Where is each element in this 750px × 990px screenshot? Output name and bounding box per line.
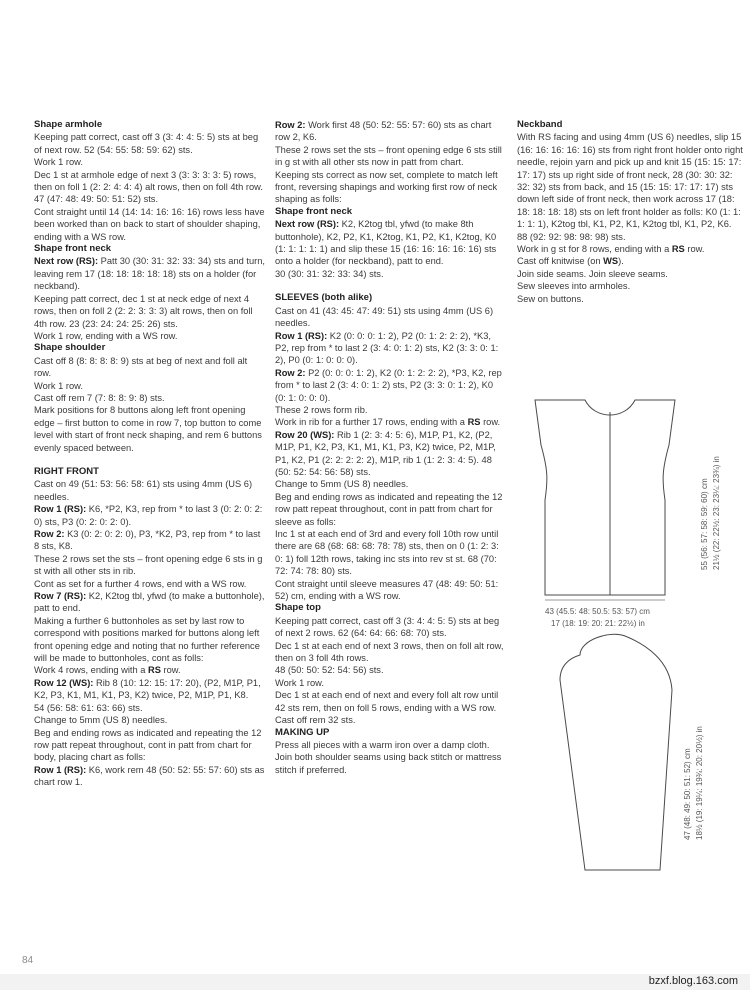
paragraph-text: Dec 1 st at armhole edge of next 3 (3: 3: 3: 3: 5) rows, then on foll 1 (2: 2: 4: 4: 4) alt rows, then on foll 4th row. 47 (47: 48: 49: 50: 51: 52) sts. <box>34 169 263 205</box>
paragraph-text: Cont straight until sleeve measures 47 (48: 49: 50: 51: 52) cm, ending with a WS row. <box>275 578 499 602</box>
paragraph-text: Dec 1 st at each end of next 3 rows, then on foll alt row, then on 3 foll 4th rows. <box>275 640 504 664</box>
paragraph-text: Patt 30 (30: 31: 32: 33: 34) sts and turn, leaving rem 17 (18: 18: 18: 18: 18) sts on a holder (for neckband). <box>34 256 265 292</box>
paragraph-text: Join side seams. Join sleeve seams. <box>517 268 668 279</box>
paragraph-text: Keeping patt correct, dec 1 st at neck edge of next 4 rows, then on foll 2 (2: 2: 3: 3: 3) alt rows, then on foll 4th row. 23 (23: 24: 24: 25: 26) sts. <box>34 293 253 329</box>
paragraph-text: Mark positions for 8 buttons along left front opening edge – first button to come in row 7, top button to come level with start of front neck shaping, and rem 6 buttons evenly spaced between. <box>34 405 262 453</box>
section-heading: Shape shoulder <box>34 342 106 354</box>
row-label: Row 7 (RS): <box>34 591 87 602</box>
sleeve-outline <box>560 634 672 870</box>
paragraph-text: Sew on buttons. <box>517 293 584 304</box>
paragraph-text: Join both shoulder seams using back stitch or mattress stitch if preferred. <box>275 752 502 775</box>
paragraph-text: Work 4 rows, ending with a <box>34 665 149 676</box>
paragraph-text: Beg and ending rows as indicated and repeating the 12 row patt repeat throughout, cont in patt from chart for sleeve as folls: <box>275 491 503 527</box>
emphasis: WS <box>603 256 619 267</box>
paragraph-text: K3 (0: 2: 0: 2: 0), P3, *K2, P3, rep from * to last 8 sts, K8. <box>34 529 261 552</box>
paragraph-text: Work in rib for a further 17 rows, ending with a <box>275 417 468 428</box>
paragraph-text: P2 (0: 0: 0: 1: 2), K2 (0: 1: 2: 2: 2), *P3, K2, rep from * to last 2 (3: 4: 0: 1: 2) sts, P2 (3: 3: 0: 1: 2), K0 (0: 1: 0: 0: 0). <box>275 367 502 403</box>
paragraph-text: Keeping patt correct, cast off 3 (3: 4: 4: 5: 5) sts at beg of next row. 52 (54: 55: 58: 59: 62) sts. <box>34 132 259 155</box>
body-outline <box>535 400 675 595</box>
paragraph-text: Change to 5mm (US 8) needles. <box>275 479 409 490</box>
body-width-in-label: 17 (18: 19: 20: 21: 22½) in <box>551 619 645 628</box>
paragraph-text: Keeping patt correct, cast off 3 (3: 4: 4: 5: 5) sts at beg of next 2 rows. 62 (64: 64: 66: 68: 70) sts. <box>275 615 500 639</box>
paragraph-text-tail: row. <box>160 665 181 676</box>
paragraph-text: Work 1 row. <box>34 157 83 168</box>
paragraph-text: K6, *P2, K3, rep from * to last 3 (0: 2: 0: 2: 0) sts, P3 (0: 2: 0: 2: 0). <box>34 504 263 527</box>
section-heading: Shape armhole <box>34 119 103 130</box>
paragraph-text: With RS facing and using 4mm (US 6) needles, slip 15 (16: 16: 16: 16: 16) sts from right front holder onto right needle, rejoin yarn and pick up and knit 15 (15: 15: 17: 17: 17) sts up right side of front neck, 28 (30: 30: 32: 32: 32) sts from back, and 15 (15: 15: 17: 17: 17) sts down left side of front neck, then work across 17 (18: 18: 18: 18: 18) sts on left front holder as folls: K0 (1: 1: 1: 1: 1), K2tog tbl, K1, P2, K1, K2tog tbl, K1, P2, K6. <box>517 132 743 230</box>
paragraph-text: Dec 1 st at each end of next and every foll alt row until 42 sts rem, then on foll 5 rows, ending with a WS row. Cast off rem 32 sts. <box>275 690 499 726</box>
paragraph-text: Cont straight until 14 (14: 14: 16: 16: 16) rows less have been worked than on back to start of shoulder shaping, ending with a WS row. <box>34 206 265 242</box>
page-number: 84 <box>22 955 34 966</box>
body-length-cm-label: 55 (56: 57: 58: 59: 60) cm <box>700 478 709 570</box>
paragraph-text: These 2 rows set the sts – front opening edge 6 sts in g st with all other sts in rib. <box>34 553 263 577</box>
row-label: Row 1 (RS): <box>34 504 87 515</box>
row-label: Row 20 (WS): <box>275 429 335 440</box>
paragraph-text: Cast off rem 7 (7: 8: 8: 9: 8) sts. <box>34 392 165 403</box>
paragraph-text: Cast off knitwise (on <box>517 256 604 267</box>
emphasis: RS <box>671 244 685 255</box>
row-label: Next row (RS): <box>275 219 340 230</box>
section-heading: Shape front neck <box>34 243 112 255</box>
section-heading: RIGHT FRONT <box>34 465 99 477</box>
watermark-bar <box>0 974 750 990</box>
body-width-cm-label: 43 (45.5: 48: 50.5: 53: 57) cm <box>545 607 650 616</box>
row-label: Row 12 (WS): <box>34 677 94 688</box>
paragraph-text: Inc 1 st at each end of 3rd and every foll 10th row until there are 68 (68: 68: 68: 78: 78) sts, then on 0 (1: 2: 3: 0: 1) foll 12th rows, taking inc sts into rev st st. 68 (70: 72: 74: 78: 80) sts. <box>275 529 499 577</box>
row-label: Row 2: <box>34 529 65 539</box>
paragraph-text: Work first 48 (50: 52: 55: 57: 60) sts as chart row 2, K6. <box>275 120 492 143</box>
watermark-text: bzxf.blog.163.com <box>648 975 738 987</box>
section-heading: MAKING UP <box>275 726 330 738</box>
paragraph-text: Rib 1 (2: 3: 4: 5: 6), M1P, P1, K2, (P2, M1P, P1, K2, P3, K1, M1, K1, P3, K2) twice, P2, M1P, P1, K2, P1 (2: 2: 2: 2: 2), M1P, rib 1 (1: 2: 3: 4: 5). 48 (50: 52: 54: 56: 58) sts. <box>275 429 496 477</box>
paragraph-text: Work 1 row. <box>275 677 324 688</box>
paragraph-text: Change to 5mm (US 8) needles. <box>34 715 168 726</box>
paragraph-text: 48 (50: 50: 52: 54: 56) sts. <box>275 665 384 676</box>
row-label: Row 2: <box>275 367 306 378</box>
paragraph-text: Press all pieces with a warm iron over a damp cloth. <box>275 739 490 750</box>
paragraph-text: 30 (30: 31: 32: 33: 34) sts. <box>275 268 384 279</box>
paragraph-text: K6, work rem 48 (50: 52: 55: 57: 60) sts as chart row 1. <box>34 764 265 788</box>
section-heading: Neckband <box>517 119 563 130</box>
section-heading: SLEEVES (both alike) <box>275 292 373 304</box>
paragraph-text: Cast on 49 (51: 53: 56: 58: 61) sts using 4mm (US 6) needles. <box>34 479 253 502</box>
paragraph-text: 88 (92: 92: 98: 98: 98) sts. <box>517 231 626 242</box>
row-label: Row 2: <box>275 120 306 130</box>
sleeve-length-cm-label: 47 (48: 49: 50: 51: 52) cm <box>683 748 692 840</box>
paragraph-text: Cont as set for a further 4 rows, end with a WS row. <box>34 578 247 589</box>
paragraph-text: Sew sleeves into armholes. <box>517 281 631 292</box>
row-label: Next row (RS): <box>34 256 99 267</box>
paragraph-text: K2, K2tog tbl, yfwd (to make 8th buttonhole), K2, P2, K1, K2tog, K1, P2, K1, K2tog, K0 (1: 1: 1: 1: 1) and slip these 15 (16: 16: 16: 16: 16) sts onto a holder (for neckband), patt to end. <box>275 219 497 267</box>
paragraph-text-tail: row. <box>480 417 501 428</box>
paragraph-text: Making a further 6 buttonholes as set by last row to correspond with positions marked for buttons along left front opening edge and noting that no further reference will be made to buttonholes, cont as folls: <box>34 615 260 664</box>
sleeve-schematic <box>560 634 672 870</box>
paragraph-text: Cast on 41 (43: 45: 47: 49: 51) sts using 4mm (US 6) needles. <box>275 305 494 329</box>
paragraph-text: 54 (56: 58: 61: 63: 66) sts. <box>34 702 143 713</box>
section-heading: Shape front neck <box>275 205 353 217</box>
paragraph-text: K2 (0: 0: 0: 1: 2), P2 (0: 1: 2: 2: 2), *K3, P2, rep from * to last 2 (3: 4: 0: 1: 2) sts, K2 (3: 3: 0: 1: 2), P0 (0: 1: 0: 0: 0). <box>275 330 499 366</box>
section-heading: Shape top <box>275 602 321 614</box>
paragraph-text: Work in g st for 8 rows, ending with a <box>517 244 672 255</box>
emphasis: RS <box>148 665 161 676</box>
sleeve-length-in-label: 18½ (19: 19¼: 19¾: 20: 20½) in <box>695 726 704 840</box>
paragraph-text: Beg and ending rows as indicated and repeating the 12 row patt repeat throughout, cont in patt from chart for body, placing chart as folls: <box>34 727 262 763</box>
paragraph-text: These 2 rows form rib. <box>275 404 368 415</box>
emphasis: RS <box>467 417 481 428</box>
paragraph-text: K2, K2tog tbl, yfwd (to make a buttonhole), patt to end. <box>34 591 265 614</box>
body-schematic <box>535 400 675 595</box>
row-label: Row 1 (RS): <box>34 764 87 775</box>
paragraph-text-tail: row. <box>684 244 705 255</box>
paragraph-text: Cast off 8 (8: 8: 8: 8: 9) sts at beg of next and foll alt row. <box>34 355 248 379</box>
paragraph-text: These 2 rows set the sts – front opening edge 6 sts still in g st with all other sts now in patt from chart. <box>275 144 502 168</box>
paragraph-text: Work 1 row, ending with a WS row. <box>34 330 178 341</box>
paragraph-text: Rib 8 (10: 12: 15: 17: 20), (P2, M1P, P1, K2, P3, K1, M1, K1, P3, K2) twice, P2, M1P, P1, K8. <box>34 677 261 701</box>
paragraph-text-tail: ). <box>618 256 624 267</box>
body-length-in-label: 21½ (22: 22½: 23: 23¼: 23¾) in <box>712 456 721 570</box>
row-label: Row 1 (RS): <box>275 330 328 341</box>
paragraph-text: Work 1 row. <box>34 380 83 391</box>
paragraph-text: Keeping sts correct as now set, complete to match left front, reversing shapings and working first row of neck shaping as folls: <box>275 169 498 205</box>
